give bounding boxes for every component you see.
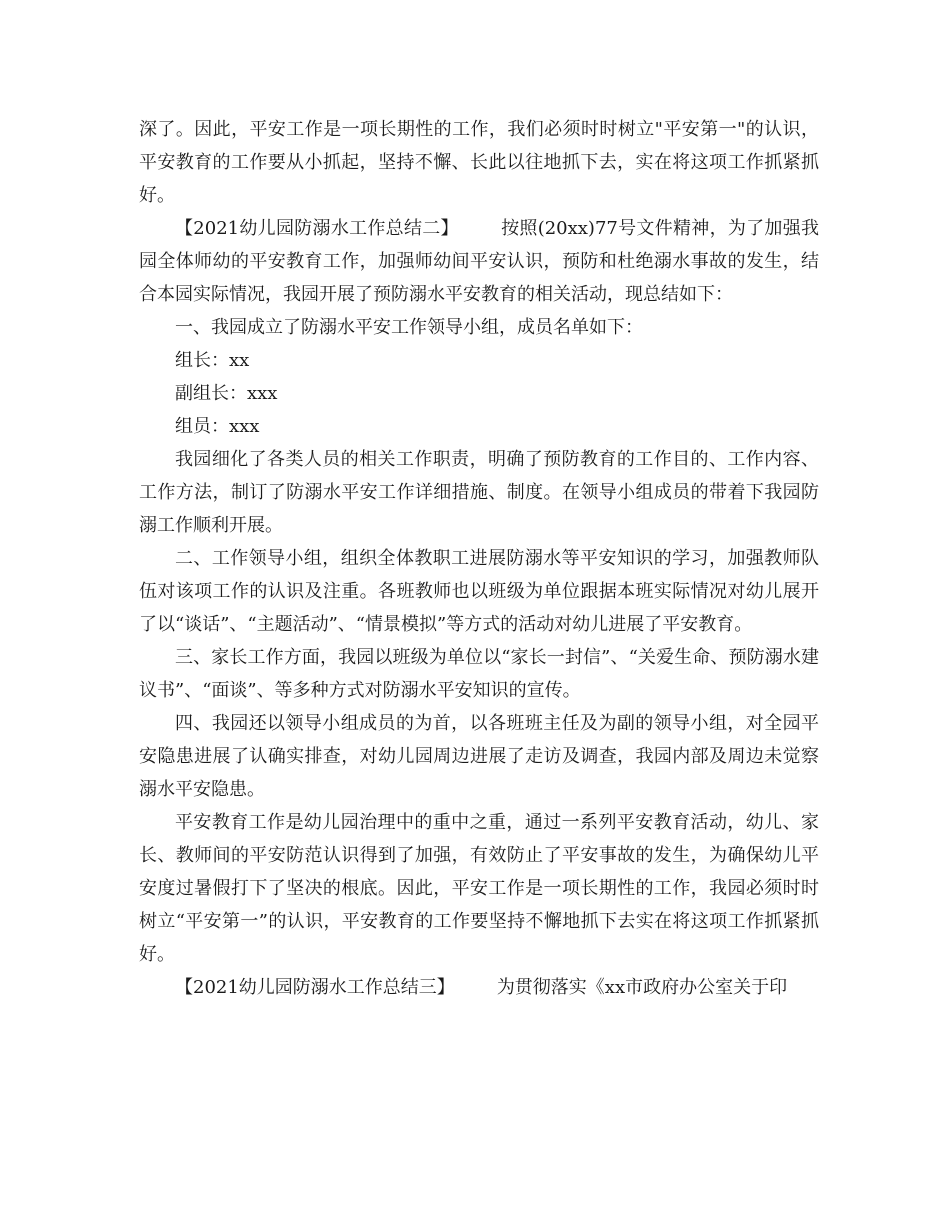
paragraph: 平安教育工作是幼儿园治理中的重中之重，通过一系列平安教育活动，幼儿、家长、教师间的平安防范认识得到了加强，有效防止了平安事故的发生，为确保幼儿平安度过暑假打下了坚决的根底。因此，平安工作是一项长期性的工作，我园必须时时树立“平安第一”的认识，平安教育的工作要坚持不懈地抓下去实在将这项工作抓紧抓好。 xyxy=(139,812,819,965)
paragraph: 组员：xxx xyxy=(175,416,260,437)
document-body xyxy=(139,113,819,1004)
paragraph: 我园细化了各类人员的相关工作职责，明确了预防教育的工作目的、工作内容、工作方法，制订了防溺水平安工作详细措施、制度。在领导小组成员的带着下我园防溺工作顺利开展。 xyxy=(139,449,819,536)
paragraph: 四、我园还以领导小组成员的为首，以各班班主任及为副的领导小组，对全园平安隐患进展了认确实排查，对幼儿园周边进展了走访及调查，我园内部及周边未觉察溺水平安隐患。 xyxy=(139,713,819,800)
paragraph: 副组长：xxx xyxy=(175,383,278,404)
paragraph: 一、我园成立了防溺水平安工作领导小组，成员名单如下： xyxy=(175,317,643,338)
paragraph: 深了。因此，平安工作是一项长期性的工作，我们必须时时树立"平安第一"的认识，平安教育的工作要从小抓起，坚持不懈、长此以往地抓下去，实在将这项工作抓紧抓好。 xyxy=(139,119,819,206)
paragraph: 三、家长工作方面，我园以班级为单位以“家长一封信”、“关爱生命、预防溺水建议书”、“面谈”、等多种方式对防溺水平安知识的宣传。 xyxy=(139,647,819,701)
paragraph-text: 为贯彻落实《xx市政府办公室关于印 xyxy=(496,977,788,998)
section-heading: 【2021幼儿园防溺水工作总结二】 xyxy=(175,218,459,239)
paragraph: 二、工作领导小组，组织全体教职工进展防溺水等平安知识的学习，加强教师队伍对该项工作的认识及注重。各班教师也以班级为单位跟据本班实际情况对幼儿展开了以“谈话”、“主题活动”、“情景模拟”等方式的活动对幼儿进展了平安教育。 xyxy=(139,548,819,635)
section-heading: 【2021幼儿园防溺水工作总结三】 xyxy=(175,977,455,998)
paragraph-with-heading xyxy=(139,971,819,1004)
paragraph-text: 按照(20xx)77号文件精神，为了加强我园全体师幼的平安教育工作，加强师幼间平安认识，预防和杜绝溺水事故的发生，结合本园实际情况，我园开展了预防溺水平安教育的相关活动，现总结如下： xyxy=(139,218,819,305)
paragraph: 组长：xx xyxy=(175,350,250,371)
paragraph-with-heading xyxy=(139,212,819,311)
